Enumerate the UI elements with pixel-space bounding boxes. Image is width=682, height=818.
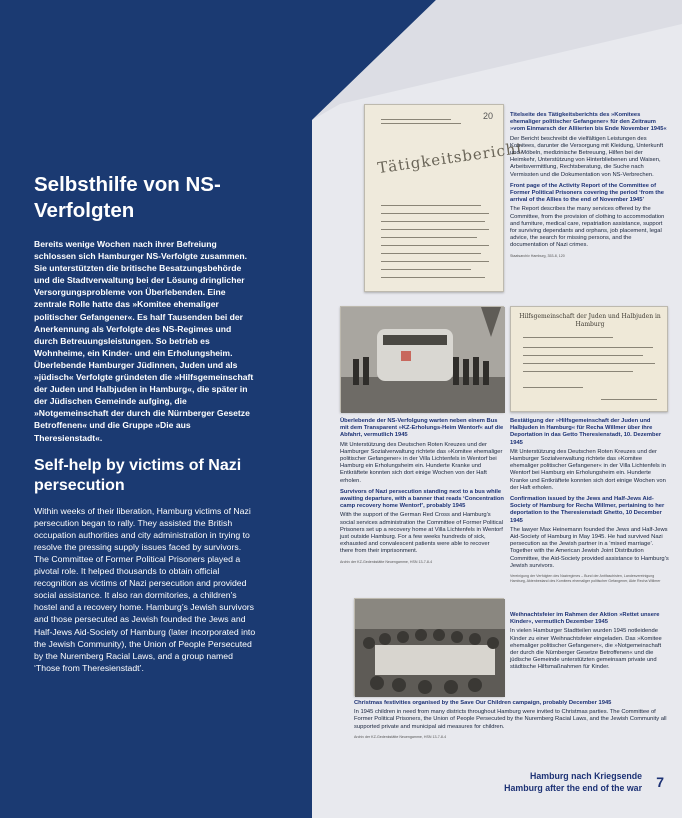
caption-aid-society: Bestätigung der »Hilfsgemeinschaft der Juden und Halbjuden in Hamburg« für Recha Willmer über ihre Deportation in das Getto Theresienstadt, 10. Dezember 1945 Mit Unterstützung des Deutschen Roten Kreuzes und der Hamburger Sozialverwaltung richtete das »Komitee ehemaliger politischer Gefangener« in der Villa Lichtenfels in Wentorf bei Hamburg ein Erholungsheim ein. Hunderte Kranke und Entkräftete konnten sich dort einige Wochen von der Haft erholen. Confirmation issued by the Jews and Half-Jews Aid-Society of Hamburg for Recha Willmer, pertaining to her deportation to the Theresienstadt Ghetto, 10 December 1945 The lawyer Max Heinemann founded the Jews and Half-Jews Aid-Society of Hamburg in May 1945. He had survived Nazi persecution as the Jewish partner in a ‘mixed marriage’. Together with the American Jewish Joint Distribution Committee, the Aid-Society provided assistance to Hamburg’s Jewish survivors. Vereinigung der Verfolgten des Naziregimes – Bund der Antifaschisten, Landesvereinigung Hamburg, Aktenbestand des Komitees ehemaliger politischer Gefangener, Akte Recha Willmer [510,418,669,584]
document-heading: Tätigkeitsbericht [376,138,525,178]
intro-column [34,172,256,674]
caption-bus: Überlebende der NS-Verfolgung warten neben einem Bus mit dem Transparent »KZ-Erholungs-Heim Wentorf« auf die Abfahrt, vermutlich 1945 Mit Unterstützung des Deutschen Roten Kreuzes und der Hamburger Sozialverwaltung richtete das »Komitee ehemaliger politischer Gefangener« in der Villa Lichtenfels in Wentorf bei Hamburg ein Erholungsheim ein. Hunderte Kranke und Entkräftete konnten sich dort einige Wochen von der Haft erholen. Survivors of Nazi persecution standing next to a bus while awaiting departure, with a banner that reads ‘Concentration camp recovery home Wentorf’, probably 1945 With the support of the German Red Cross and Hamburg’s social services administration the Committee of Former Political Prisoners set up a recovery home at Villa Lichtenfels in Wentorf just outside Hamburg. For a few weeks hundreds of sick, exhausted and convalescent patients were able to recover there from their imprisonment. Archiv der KZ-Gedenkstätte Neuengamme, HSN 13-7-8-4 [340,418,504,564]
title-german: Selbsthilfe von NS-Verfolgten [34,173,221,222]
children-party-photo [354,598,504,696]
title-english: Self-help by victims of Nazi persecution [34,456,242,494]
caption-christmas-english: Christmas festivities organised by the Save Our Children campaign, probably December 1945 In 1945 children in need from many districts throughout Hamburg were invited to Christmas parties. The Committee of Former Political Prisoners, the Union of People Persecuted by the Nuremberg Racial Laws, and the Jewish Community all supported private and municipal aid measures for children. Archiv der KZ-Gedenkstätte Neuengamme, HSN 13-7-8-4 [354,700,667,739]
footer-german: Hamburg nach Kriegsende [530,771,642,781]
caption-christmas: Weihnachtsfeier im Rahmen der Aktion »Rettet unsere Kinder«, vermutlich Dezember 1945 In vielen Hamburger Stadtteilen wurden 1945 notleidende Kinder zu einer Weihnachtsfeier eingeladen. Das »Komitee ehemaliger politischer Gefangener«, die »Notgemeinschaft der durch die Nürnberger Gesetze Betroffenen« und die jüdische Gemeinde unterstützten gemeinsam private und städtische Hilfsmaßnahmen für Kinder. [510,612,662,671]
footer-title [504,770,642,794]
document-page-mark: 20 [482,111,493,121]
intro-german: Bereits wenige Wochen nach ihrer Befreiung schlossen sich Hamburger NS-Verfolgte zusammen. Sie unterstützten die britische Besatzungsbehörde und die Stadtverwaltung bei der Lösung dringlicher Versorgungsprobleme von Überlebenden. Eine zentrale Rolle hatte das »Komitee ehemaliger politischer Gefangener«. Es half Tausenden bei der Anerkennung als Verfolgte des NS-Regimes und durch Betreuungsleistungen. So betrieb es Wohnheime, ein Kinder- und ein Erholungsheim. Überlebende Hamburger Jüdinnen, Juden und als »jüdisch« Verfolgte gründeten die »Hilfsgemeinschaft der Juden und Halbjuden in Hamburg«, die später in der Jüdischen Gemeinde aufging, die »Notgemeinschaft der durch die Nürnberger Gesetze Betroffenen« und die Gruppe »Die aus Theresienstadt«. [34,239,254,443]
aid-society-document [510,306,668,412]
intro-english: Within weeks of their liberation, Hamburg victims of Nazi persecution began to rally. They assisted the British occupation authorities and city administration in trying to resolve the pressing supply issues faced by survivors. The Committee of Former Political Prisoners played a pivotal role. It helped thousands to obtain official recognition as victims of Nazi persecution and provided social assistance. It also ran dormitories, a children’s hostel and a recovery home. Hamburg’s Jewish survivors and those persecuted as Jewish founded the Jews and Half-Jews Aid-Society of Hamburg (later incorporated into the Jewish Community), the Union of People Persecuted by the Nuremberg Racial Laws, and a group named ‘Those from Theresienstadt’. [34,505,256,673]
activity-report-document [364,104,525,292]
footer-english: Hamburg after the end of the war [504,783,642,793]
bus-photo [340,306,504,412]
caption-activity-report: Titelseite des Tätigkeitsberichts des »Komitees ehemaliger politischer Gefangener« für den Zeitraum »vom Einmarsch der Alliierten bis Ende November 1945« Der Bericht beschreibt die vielfältigen Leistungen des Komitees, darunter die Versorgung mit Kleidung, Unterkunft und Möbeln, medizinische Betreuung, Hilfen bei der Heimkehr, Unterstützung von Hinterbliebenen und Waisen, Arbeitsvermittlung, Rechtsberatung, die Suche nach Vermissten und die Dokumentation von NS-Verbrechen. Front page of the Activity Report of the Committee of Former Political Prisoners covering the period ‘from the arrival of the Allies to the end of November 1945’ The Report describes the many services offered by the Committee, from the provision of clothing to accommodation and furniture, medical care, repatriation assistance, support for surviving dependants and orphans, job placement, legal advice, the search for missing persons, and the documentation of Nazi crimes. Staatsarchiv Hamburg, 353-8, 120 [510,112,667,258]
aid-society-heading: Hilfsgemeinschaft der Juden und Halbjuden in Hamburg [519,313,661,328]
page-number: 7 [656,774,664,790]
